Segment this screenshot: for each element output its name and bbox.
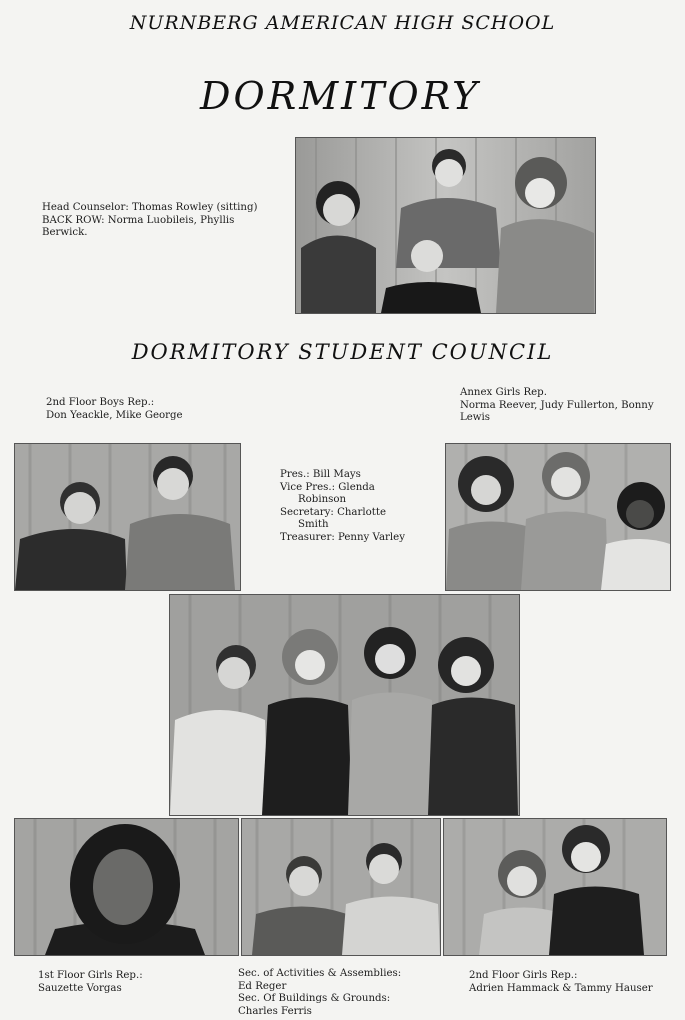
counselor-photo: [295, 137, 596, 314]
girls1-photo: [14, 818, 239, 956]
officer-vice-president-cont: Robinson: [298, 494, 347, 505]
officers-caption: [280, 469, 405, 544]
officer-secretary: Secretary: Charlotte: [280, 506, 386, 518]
girls2-photo: [443, 818, 667, 956]
boys2-caption: [46, 397, 183, 422]
page-title: DORMITORY: [200, 74, 481, 118]
boys2-role: 2nd Floor Boys Rep.:: [46, 397, 155, 408]
girls2-caption: [469, 970, 653, 995]
boys2-names: Don Yeackle, Mike George: [46, 409, 183, 421]
activities-photo: [241, 818, 441, 956]
council-title: DORMITORY STUDENT COUNCIL: [131, 340, 554, 364]
counselor-caption: [42, 202, 257, 240]
activities-caption: [238, 968, 401, 1018]
girls1-role: 1st Floor Girls Rep.:: [38, 970, 143, 981]
officers-photo: [169, 594, 520, 816]
annex-caption: [460, 387, 654, 425]
girls2-role: 2nd Floor Girls Rep.:: [469, 970, 578, 981]
annex-role: Annex Girls Rep.: [460, 387, 547, 398]
officer-secretary-cont: Smith: [298, 519, 329, 530]
counselor-line2: BACK ROW: Norma Luobileis, Phyllis: [42, 214, 235, 226]
officer-treasurer: Treasurer: Penny Varley: [280, 531, 405, 543]
buildings-name: Charles Ferris: [238, 1005, 312, 1017]
counselor-line3: Berwick.: [42, 227, 88, 238]
activities-role: Sec. of Activities & Assemblies:: [238, 968, 402, 979]
annex-names2: Lewis: [460, 412, 491, 423]
school-title: NURNBERG AMERICAN HIGH SCHOOL: [129, 12, 556, 34]
activities-name: Ed Reger: [238, 980, 287, 992]
girls1-caption: [38, 970, 143, 995]
annex-names1: Norma Reever, Judy Fullerton, Bonny: [460, 399, 654, 411]
officer-president: Pres.: Bill Mays: [280, 469, 361, 480]
boys2-photo: [14, 443, 241, 591]
buildings-role: Sec. Of Buildings & Grounds:: [238, 993, 391, 1004]
annex-photo: [445, 443, 671, 591]
girls1-names: Sauzette Vorgas: [38, 982, 122, 994]
officer-vice-president: Vice Pres.: Glenda: [280, 481, 375, 493]
counselor-line1: Head Counselor: Thomas Rowley (sitting): [42, 202, 258, 213]
girls2-names: Adrien Hammack & Tammy Hauser: [469, 982, 653, 994]
